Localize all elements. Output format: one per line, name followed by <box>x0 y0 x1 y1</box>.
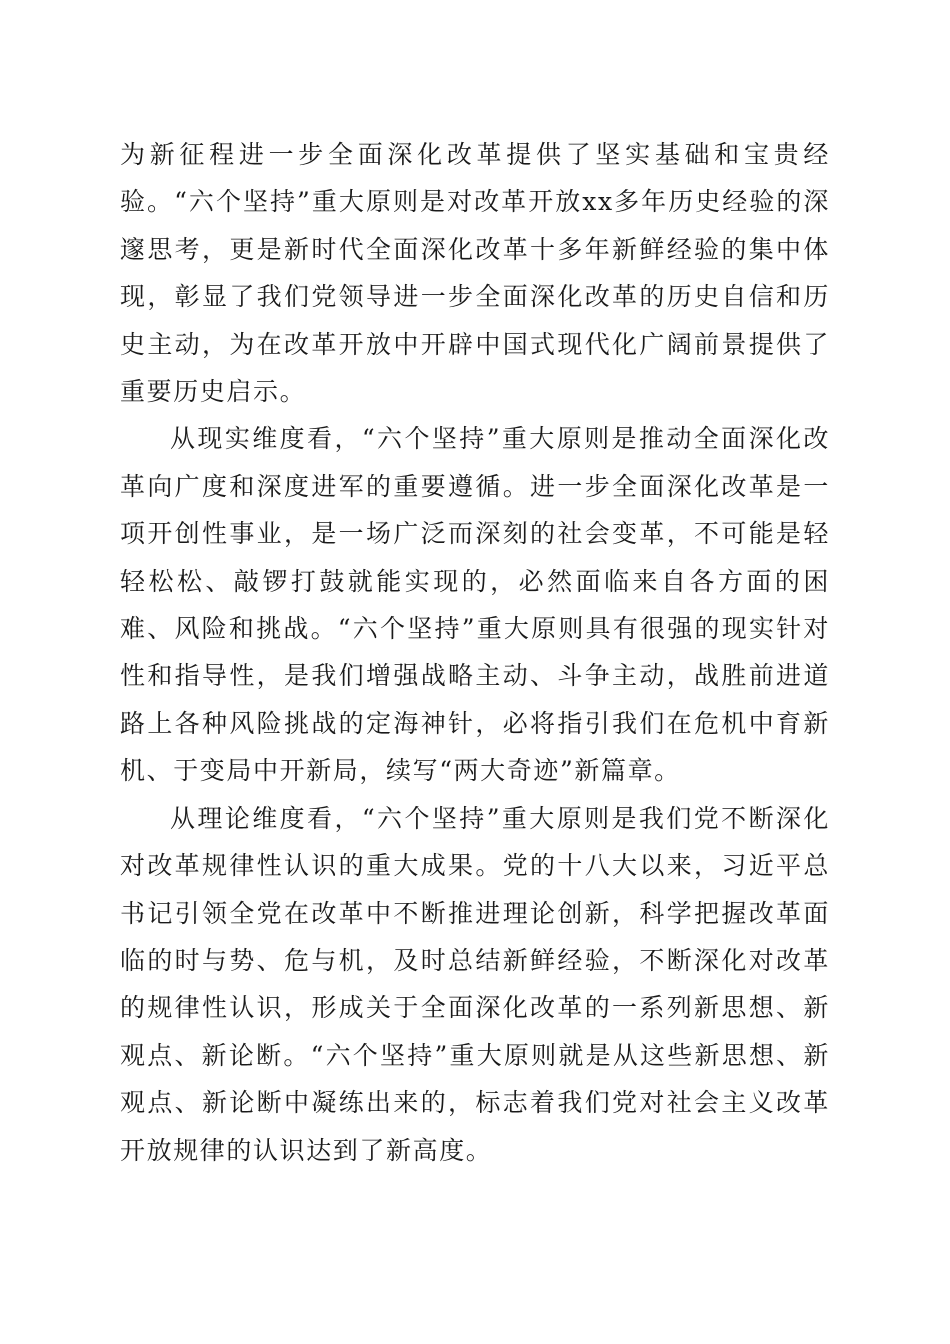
paragraph-practical-dimension: 从现实维度看，“六个坚持”重大原则是推动全面深化改革向广度和深度进军的重要遵循。进一步全面深化改革是一项开创性事业，是一场广泛而深刻的社会变革，不可能是轻轻松松、敲锣打鼓就能实现的，必然面临来自各方面的困难、风险和挑战。“六个坚持”重大原则具有很强的现实针对性和指导性，是我们增强战略主动、斗争主动，战胜前进道路上各种风险挑战的定海神针，必将指引我们在危机中育新机、于变局中开新局，续写“两大奇迹”新篇章。 <box>120 424 830 786</box>
paragraph-theoretical-dimension: 从理论维度看，“六个坚持”重大原则是我们党不断深化对改革规律性认识的重大成果。党的十八大以来，习近平总书记引领全党在改革中不断推进理论创新，科学把握改革面临的时与势、危与机，及时总结新鲜经验，不断深化对改革的规律性认识，形成关于全面深化改革的一系列新思想、新观点、新论断。“六个坚持”重大原则就是从这些新思想、新观点、新论断中凝练出来的，标志着我们党对社会主义改革开放规律的认识达到了新高度。 <box>120 803 830 1165</box>
document-body <box>120 131 830 1174</box>
paragraph-continuation: 为新征程进一步全面深化改革提供了坚实基础和宝贵经验。“六个坚持”重大原则是对改革开放xx多年历史经验的深邃思考，更是新时代全面深化改革十多年新鲜经验的集中体现，彰显了我们党领导进一步全面深化改革的历史自信和历史主动，为在改革开放中开辟中国式现代化广阔前景提供了重要历史启示。 <box>120 140 830 407</box>
